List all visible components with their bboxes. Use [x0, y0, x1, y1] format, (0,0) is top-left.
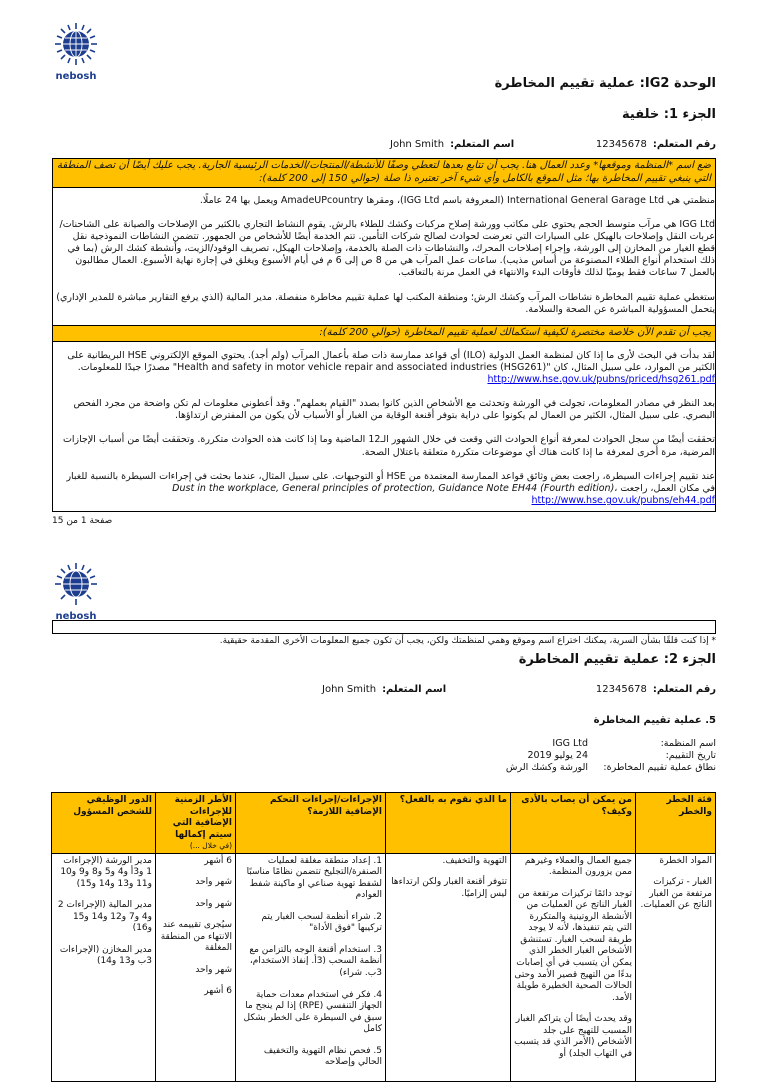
meta-date: تاريخ التقييم: 24 يوليو 2019	[527, 749, 716, 761]
hsg261-link[interactable]: http://www.hse.gov.uk/pubns/priced/hsg261.pdf	[487, 374, 715, 385]
logo-wordmark: nebosh	[55, 71, 97, 83]
cell-responsible: مدير الورشة (الإجراءات 1 و3أ و4 و5 و8 و9 و10 و11 و13 و14 و15) مدير المالية (الإجراءات 2 و4 و7 و12 و14 و15 و16) مدير المخازن (الإجراءات 3ب و13 و14)	[52, 853, 156, 1081]
cell-hazard: المواد الخطرة الغبار - تركيزات مرتفعة من الغبار الناتج عن العمليات.	[636, 853, 716, 1081]
background-box	[52, 158, 716, 512]
risk-assessment-table	[51, 792, 716, 1081]
learner-number: رقم المتعلم: 12345678	[595, 139, 716, 151]
header-timescale: الأطر الزمنية للإجراءات الإضافية التي سيتم إكمالها (في خلال ...)	[156, 793, 236, 854]
learner-number: رقم المتعلم: 12345678	[595, 684, 716, 696]
learner-info-row	[52, 139, 716, 152]
nebosh-logo	[46, 22, 106, 84]
header-responsible: الدور الوظيفي للشخص المسؤول	[52, 793, 156, 854]
paragraph-controls: عند تقييم إجراءات السيطرة، راجعت بعض وثائق قواعد الممارسة المعتمدة من HSE أو التوجيهات. على سبيل المثال، عندما بحثت في إجراءات السيطرة بالنسبة للغبار في مكان العمل، راجعت Dust in the workplace, General principles of protection, Guidance Note EH44 (Fourth edition)، http://www.hse.gov.uk/pubns/eh44.pdf	[66, 470, 715, 507]
instruction-organisation: ضع اسم *المنظمة وموقعها* وعدد العمال هنا. يجب أن تتابع بعدها لتعطي وصفًا للأنشطة/المنتجات/الخدمات الرئيسية الجارية. يجب عليك أيضًا أن تصف المنطقة التي ينبغي تقييم المخاطرة بها؛ مثل الموقع بالكامل وأي شيء آخر تعتبره ذا صلة (حوالي 150 إلى 200 كلمة):	[53, 159, 715, 188]
paragraph-activities: IGG Ltd هي مرآب متوسط الحجم يحتوي على مكاتب وورشة إصلاح مركبات وكشك للطلاء بالرش. يقوم النشاط التجاري بالكثير من الإصلاحات والصيانة على الشاحنات/عربات النقل وإصلاحات بالهيكل على السيارات التي تعرضت لحوادث لصالح شركات التأمين. تتم الخدمة أيضًا للأشخاص من الجمهور. تتضمن النشاطات النموذجية نقل قطع الغيار من المخازن إلى الورشة، وإجراء إصلاحات المحرك، والنشاطات ذات الصلة بالخدمة، وإصلاحات الهيكل، تصريف الوقود/الزيت، وأنشطة كشك الرش (بما في ذلك استخدام أنواع الطلاء المصنوعة من أساس مذيب). ساعات عمل المرآب هي من 8 ص إلى 6 م في أيام الأسبوع ويغلق في إجازة نهاية الأسبوع. العمال مطالبون بالعمل 7 ساعات فقط يوميًا لذلك فأوقات البدء والانتهاء في العمل مرنة بالتعاقب.	[59, 218, 715, 279]
globe-icon	[54, 22, 98, 66]
cell-who-harmed: جميع العمال والعملاء وغيرهم ممن يزورون المنظمة. توجد دائمًا تركيزات مرتفعة من الغبار الناتج عن العمليات من الأنشطة الروتينية والمتكررة التي يتم تنفيذها، لأنه لا يوجد طريقة لسحب الغبار. تستنشق الأشخاص الغبار الخطر الذي يمكن أن يتسبب في أي إصابات بدءًا من التهيج قصير الأمد وحتى الحالات الصحية الخطيرة طويلة الأمد. وقد يحدث أيضًا أن يتراكم الغبار المسبب للتهيج على جلد الأشخاص (الأمر الذي قد يتسبب في التهاب الجلد) أو	[511, 853, 636, 1081]
cell-current-controls: التهوية والتخفيف. تتوفر أقنعة الغبار ولكن ارتداءها ليس إلزاميًا.	[386, 853, 511, 1081]
header-current-controls: ما الذي نقوم به بالفعل؟	[386, 793, 511, 854]
paragraph-accidents: تحققت أيضًا من سجل الحوادث لمعرفة أنواع الحوادث التي وقعت في خلال الشهور الـ12 الماضية وما إذا كانت هذه الحوادث متكررة. وتحققت أيضًا من أسباب الإجازات المرضية، مرة أخرى لمعرفة ما إذا كانت هناك أي موضوعات متكررة متعلقة باعتلال الصحة.	[62, 434, 715, 458]
learner-name: اسم المتعلم: John Smith	[322, 684, 447, 696]
header-who-harmed: من يمكن أن يصاب بالأذى وكيف؟	[511, 793, 636, 854]
paragraph-walkaround: بعد النظر في مصادر المعلومات، تجولت في الورشة وتحدثت مع الأشخاص الذين كانوا بصدد "القيام بعملهم". وقد أعطوني معلومات لم تكن واضحة من مجرد الفحص البصري. على سبيل المثال، الكثير من العمال لم يكونوا على دراية بتوفر أقنعة الوقاية من الغبار أو الأسباب لأن يكون من المفترض ارتداؤها.	[73, 398, 715, 422]
eh44-link[interactable]: http://www.hse.gov.uk/pubns/eh44.pdf	[531, 495, 715, 507]
meta-scope: نطاق عملية تقييم المخاطرة: الورشة وكشك الرش	[505, 762, 716, 774]
nebosh-logo-page-2	[46, 562, 106, 624]
header-hazard: فئة الخطر والخطر	[636, 793, 716, 854]
paragraph-scope: ستغطي عملية تقييم المخاطرة نشاطات المرآب وكشك الرش؛ ومنطقة المكتب لها عملية تقييم مخاطرة منفصلة. مدير المالية (الذي يرفع التقارير مباشرة للمدير الإداري) يتحمل المسؤولية المباشرة عن الصحة والسلامة.	[56, 291, 715, 315]
globe-icon	[54, 562, 98, 606]
confidentiality-note: * إذا كنت قلقًا بشأن السرية، يمكنك اختراع اسم وموقع وهمي لمنظمتك ولكن، يجب أن تكون جميع المعلومات الأخرى المقدمة حقيقية.	[219, 636, 716, 646]
paragraph-research: لقد بدأت في البحث لأرى ما إذا كان لمنظمة العمل الدولية (ILO) أي قواعد ممارسة ذات صلة بأعمال المرآب (ولم أجد). يحتوي الموقع الإلكتروني HSE البريطانية على الكثير من الموارد، على سبيل المثال، كان "Health and safety in motor vehicle repair and associated industries (HSG261)" مصدرًا جيدًا للمعلومات. http://www.hse.gov.uk/pubns/priced/hsg261.pdf	[67, 349, 715, 385]
part-2-title: الجزء 2: عملية تقييم المخاطرة	[518, 651, 716, 667]
page-1-footer: صفحة 1 من 15	[52, 516, 113, 526]
learner-name: اسم المتعلم: John Smith	[390, 139, 515, 151]
page-1	[52, 76, 716, 512]
paragraph-organisation: منظمتي هي International General Garage Ltd (المعروفة باسم IGG Ltd)، ومقرها AmadeUPcountry ويعمل بها 24 عاملًا.	[199, 194, 715, 206]
assessment-meta	[52, 738, 716, 774]
cell-further-action: 1. إعداد منطقة مغلقة لعمليات الصنفرة/التجليخ تتضمن نظامًا مناسبًا لشفط تهوية صناعي او ماكينة شفط العوادم 2. شراء أنظمة لسحب الغبار يتم تركيبها "فوق الأداة" 3. استخدام أقنعة الوجه بالتزامن مع أنظمة السحب (3أ. إنفاذ الاستخدام، 3ب. شراء) 4. فكر في استخدام معدات حماية الجهاز التنفسي (RPE) إذا لم ينجح ما سبق في السيطرة على الخطر بشكل كامل 5. فحص نظام التهوية والتخفيف الحالي وإصلاحه	[236, 853, 386, 1081]
header-further-action: الإجراءات/إجراءات التحكم الإضافية اللازمة؟	[236, 793, 386, 854]
learner-info-row-2	[52, 684, 716, 697]
logo-wordmark: nebosh	[55, 611, 97, 623]
table-row	[52, 853, 716, 1081]
eh44-reference: Dust in the workplace, General principles of protection, Guidance Note EH44 (Fourth edition)	[172, 482, 615, 494]
page-2	[52, 636, 716, 1082]
part-1-title: الجزء 1: خلفية	[622, 106, 716, 122]
instruction-summary: يجب أن تقدم الآن خلاصة مختصرة لكيفية استكمالك لعملية تقييم المخاطرة (حوالي 200 كلمة):	[53, 325, 715, 342]
unit-title: الوحدة IG2: عملية تقييم المخاطرة	[494, 76, 716, 91]
cell-timescale: 6 أشهر شهر واحد شهر واحد سيُجرى تقييمه عند الانتهاء من المنطقة المغلقة شهر واحد 6 أشهر	[156, 853, 236, 1081]
meta-organisation: اسم المنظمة: IGG Ltd	[552, 737, 716, 749]
section-5-title: 5. عملية تقييم المخاطرة	[593, 714, 716, 726]
empty-frame	[52, 620, 716, 634]
